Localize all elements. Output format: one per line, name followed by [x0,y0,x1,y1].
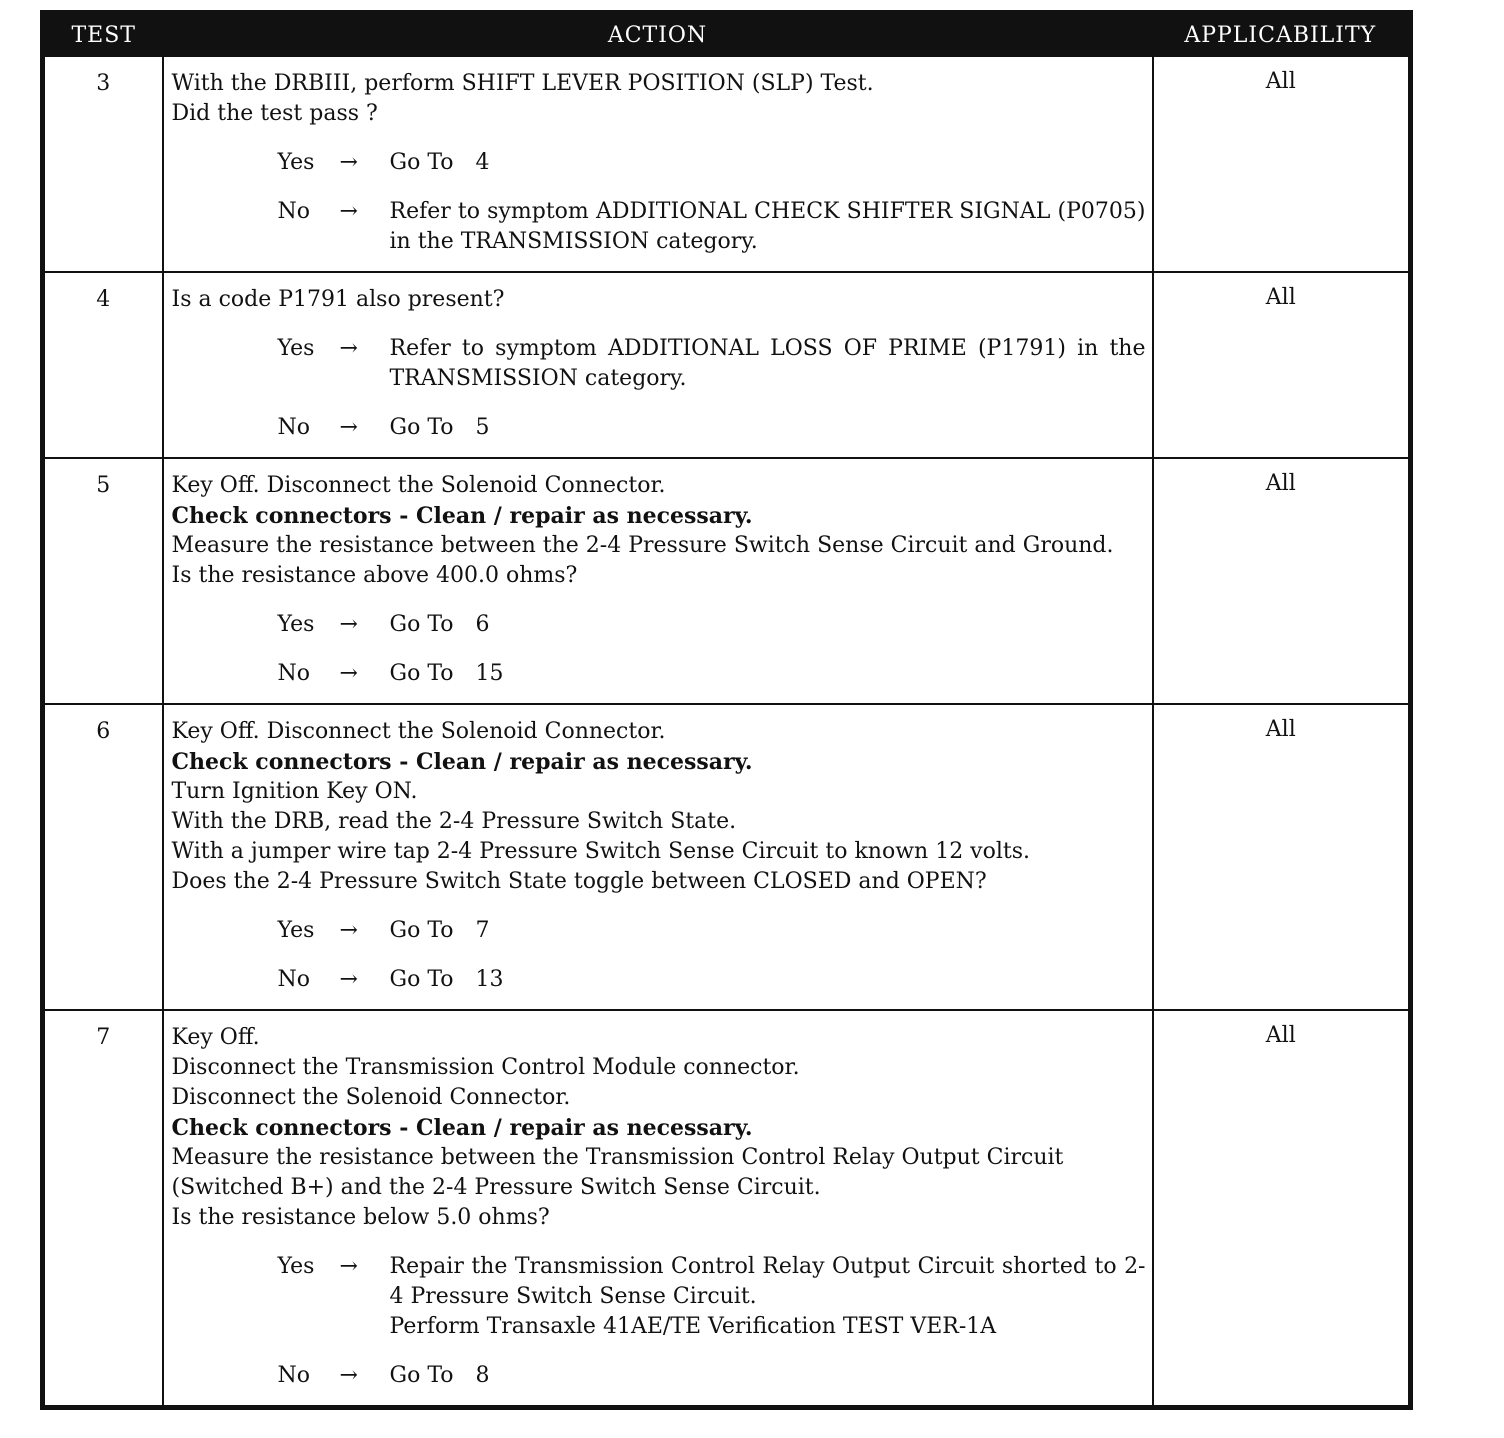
branch-result-text: Repair the Transmission Control Relay Output Circuit shorted to 2-4 Pressure Switch Sense Circuit. [389,1254,1146,1309]
branch-yes [278,334,1146,394]
diagnostic-test-table-container [40,10,1408,1410]
goto-test-number: 5 [475,415,490,440]
goto-test-number: 6 [475,612,490,637]
branch-answer: No [277,199,310,224]
branch-result-text: Go To [389,150,454,175]
right-arrow-icon: → [339,199,358,224]
applicability-value: All [1153,272,1411,458]
right-arrow-icon: → [339,1254,358,1279]
branch-result-text: Go To [389,661,454,686]
table-row [43,1010,1411,1408]
branch-yes [278,148,1146,178]
action-instruction: Disconnect the Solenoid Connector. [171,1085,571,1110]
branch-result [390,334,1146,394]
test-number: 6 [43,704,163,1010]
branch-yes [278,916,1146,946]
action-instruction: Is the resistance below 5.0 ohms? [171,1205,550,1230]
branch-result-text: Go To [389,415,454,440]
table-row [43,56,1411,272]
branch-no [278,197,1146,257]
branch-result [390,1252,1146,1342]
action-instruction: Did the test pass ? [171,101,378,126]
header-applicability: APPLICABILITY [1153,13,1411,57]
branch-answer: Yes [277,150,315,175]
table-body [43,56,1411,1408]
goto-test-number: 13 [475,967,504,992]
branch-answer: No [277,661,310,686]
branch-result-text: Refer to symptom ADDITIONAL CHECK SHIFTER SIGNAL (P0705) in the TRANSMISSION category. [389,199,1146,254]
table-row [43,272,1411,458]
action-instruction: Is a code P1791 also present? [171,287,505,312]
branch-answer: Yes [277,612,315,637]
branch-yes [278,1252,1146,1342]
branch-result-text: Perform Transaxle 41AE/TE Verification TEST VER-1A [389,1314,997,1339]
test-number: 3 [43,56,163,272]
branch-result-text: Go To [389,967,454,992]
goto-test-number: 8 [475,1363,490,1388]
action-instruction: With the DRBIII, perform SHIFT LEVER POSITION (SLP) Test. [171,71,874,96]
right-arrow-icon: → [339,967,358,992]
branch-result [390,659,1146,689]
branch-answer: No [277,1363,310,1388]
diagnostic-test-table [40,10,1413,1410]
action-instruction-bold: Check connectors - Clean / repair as necessary. [171,749,753,775]
branch-result [390,610,1146,640]
branch-answer: Yes [277,336,315,361]
action-instruction: With a jumper wire tap 2-4 Pressure Switch Sense Circuit to known 12 volts. [171,839,1031,864]
header-action: ACTION [163,13,1153,57]
right-arrow-icon: → [339,150,358,175]
right-arrow-icon: → [339,1363,358,1388]
header-test: TEST [43,13,163,57]
action-instruction: Turn Ignition Key ON. [171,779,418,804]
branch-result [390,916,1146,946]
right-arrow-icon: → [339,415,358,440]
right-arrow-icon: → [339,612,358,637]
action-instruction: Disconnect the Transmission Control Module connector. [171,1055,800,1080]
table-row [43,704,1411,1010]
branch-result [390,197,1146,257]
table-header [43,13,1411,57]
action-cell [163,272,1153,458]
right-arrow-icon: → [339,661,358,686]
goto-test-number: 7 [475,918,490,943]
action-instruction: Key Off. Disconnect the Solenoid Connector. [171,719,666,744]
branch-no [278,1361,1146,1391]
action-instruction-bold: Check connectors - Clean / repair as necessary. [171,503,753,529]
goto-test-number: 15 [475,661,504,686]
branch-result-text: Go To [389,1363,454,1388]
action-instruction: With the DRB, read the 2-4 Pressure Switch State. [171,809,737,834]
branch-answer: No [277,415,310,440]
branch-result-text: Go To [389,612,454,637]
action-cell [163,1010,1153,1408]
applicability-value: All [1153,704,1411,1010]
applicability-value: All [1153,458,1411,704]
branch-answer: No [277,967,310,992]
action-instruction: Measure the resistance between the 2-4 Pressure Switch Sense Circuit and Ground. [171,533,1114,558]
branch-result [390,965,1146,995]
test-number: 7 [43,1010,163,1408]
action-instruction: Key Off. Disconnect the Solenoid Connector. [171,473,666,498]
branch-result [390,1361,1146,1391]
branch-result-text: Go To [389,918,454,943]
branch-no [278,659,1146,689]
action-instruction-bold: Check connectors - Clean / repair as necessary. [171,1115,753,1141]
test-number: 5 [43,458,163,704]
test-number: 4 [43,272,163,458]
branch-no [278,413,1146,443]
branch-yes [278,610,1146,640]
branch-answer: Yes [277,1254,315,1279]
branch-result [390,148,1146,178]
branch-answer: Yes [277,918,315,943]
branch-result-text: Refer to symptom ADDITIONAL LOSS OF PRIME (P1791) in the TRANSMISSION category. [389,336,1146,391]
applicability-value: All [1153,1010,1411,1408]
right-arrow-icon: → [339,336,358,361]
branch-no [278,965,1146,995]
action-cell [163,704,1153,1010]
right-arrow-icon: → [339,918,358,943]
applicability-value: All [1153,56,1411,272]
action-instruction: Is the resistance above 400.0 ohms? [171,563,578,588]
action-cell [163,458,1153,704]
action-instruction: Does the 2-4 Pressure Switch State toggle between CLOSED and OPEN? [171,869,987,894]
goto-test-number: 4 [475,150,490,175]
action-instruction: Measure the resistance between the Transmission Control Relay Output Circuit (Switched B+) and the 2-4 Pressure Switch Sense Circuit. [171,1145,1064,1200]
action-instruction: Key Off. [171,1025,260,1050]
action-cell [163,56,1153,272]
table-row [43,458,1411,704]
branch-result [390,413,1146,443]
